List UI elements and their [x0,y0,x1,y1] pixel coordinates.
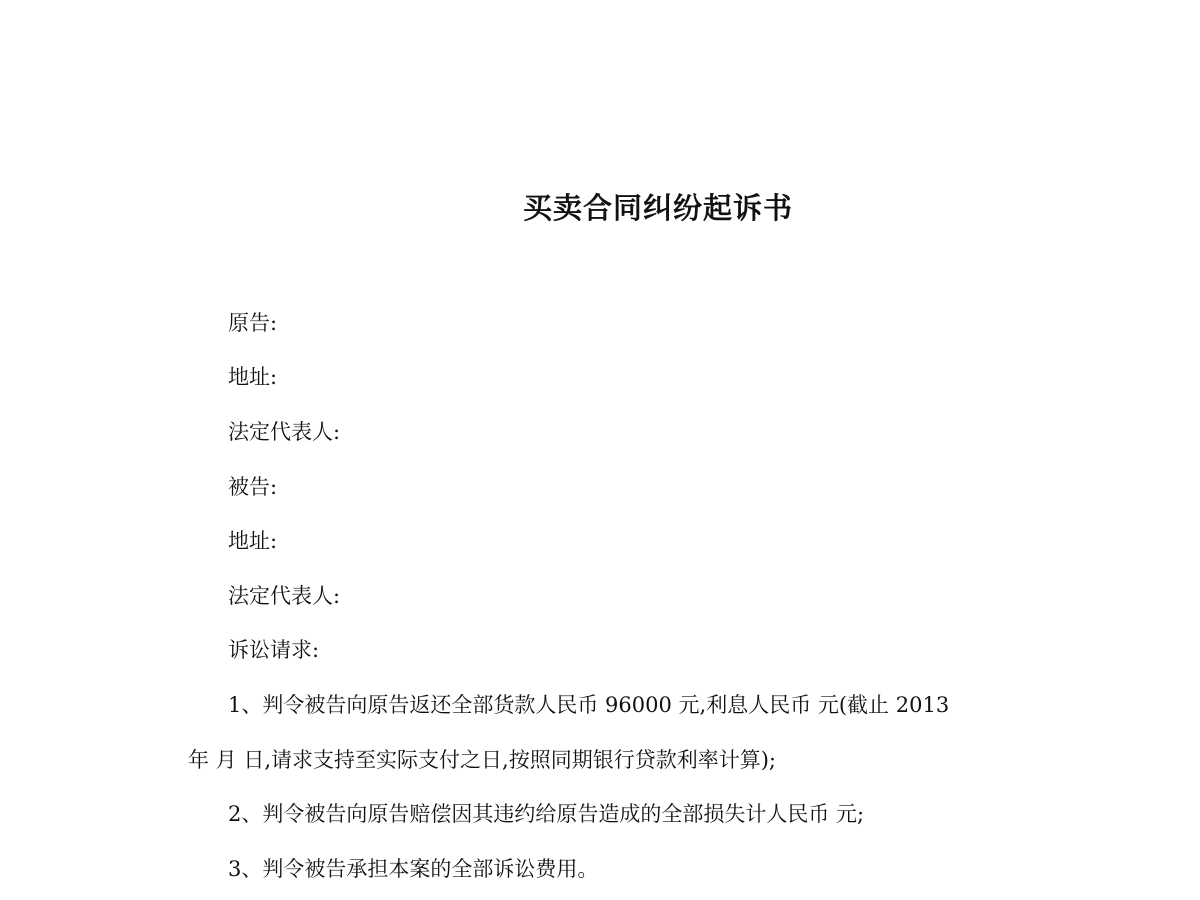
claim-1-line-1: 1、判令被告向原告返还全部货款人民币 96000 元,利息人民币 元(截止 2013 [228,693,950,717]
defendant-representative-label: 法定代表人: [228,584,341,608]
plaintiff-address-label: 地址: [228,365,278,389]
plaintiff-label: 原告: [228,311,278,335]
claim-1-line-2: 年 月 日,请求支持至实际支付之日,按照同期银行贷款利率计算); [188,748,776,772]
document-title: 买卖合同纠纷起诉书 [522,191,793,225]
claim-3: 3、判令被告承担本案的全部诉讼费用。 [228,857,599,881]
defendant-address-label: 地址: [228,529,278,553]
claim-2: 2、判令被告向原告赔偿因其违约给原告造成的全部损失计人民币 元; [228,802,865,826]
plaintiff-representative-label: 法定代表人: [228,420,341,444]
defendant-label: 被告: [228,475,278,499]
claims-heading: 诉讼请求: [228,638,320,662]
